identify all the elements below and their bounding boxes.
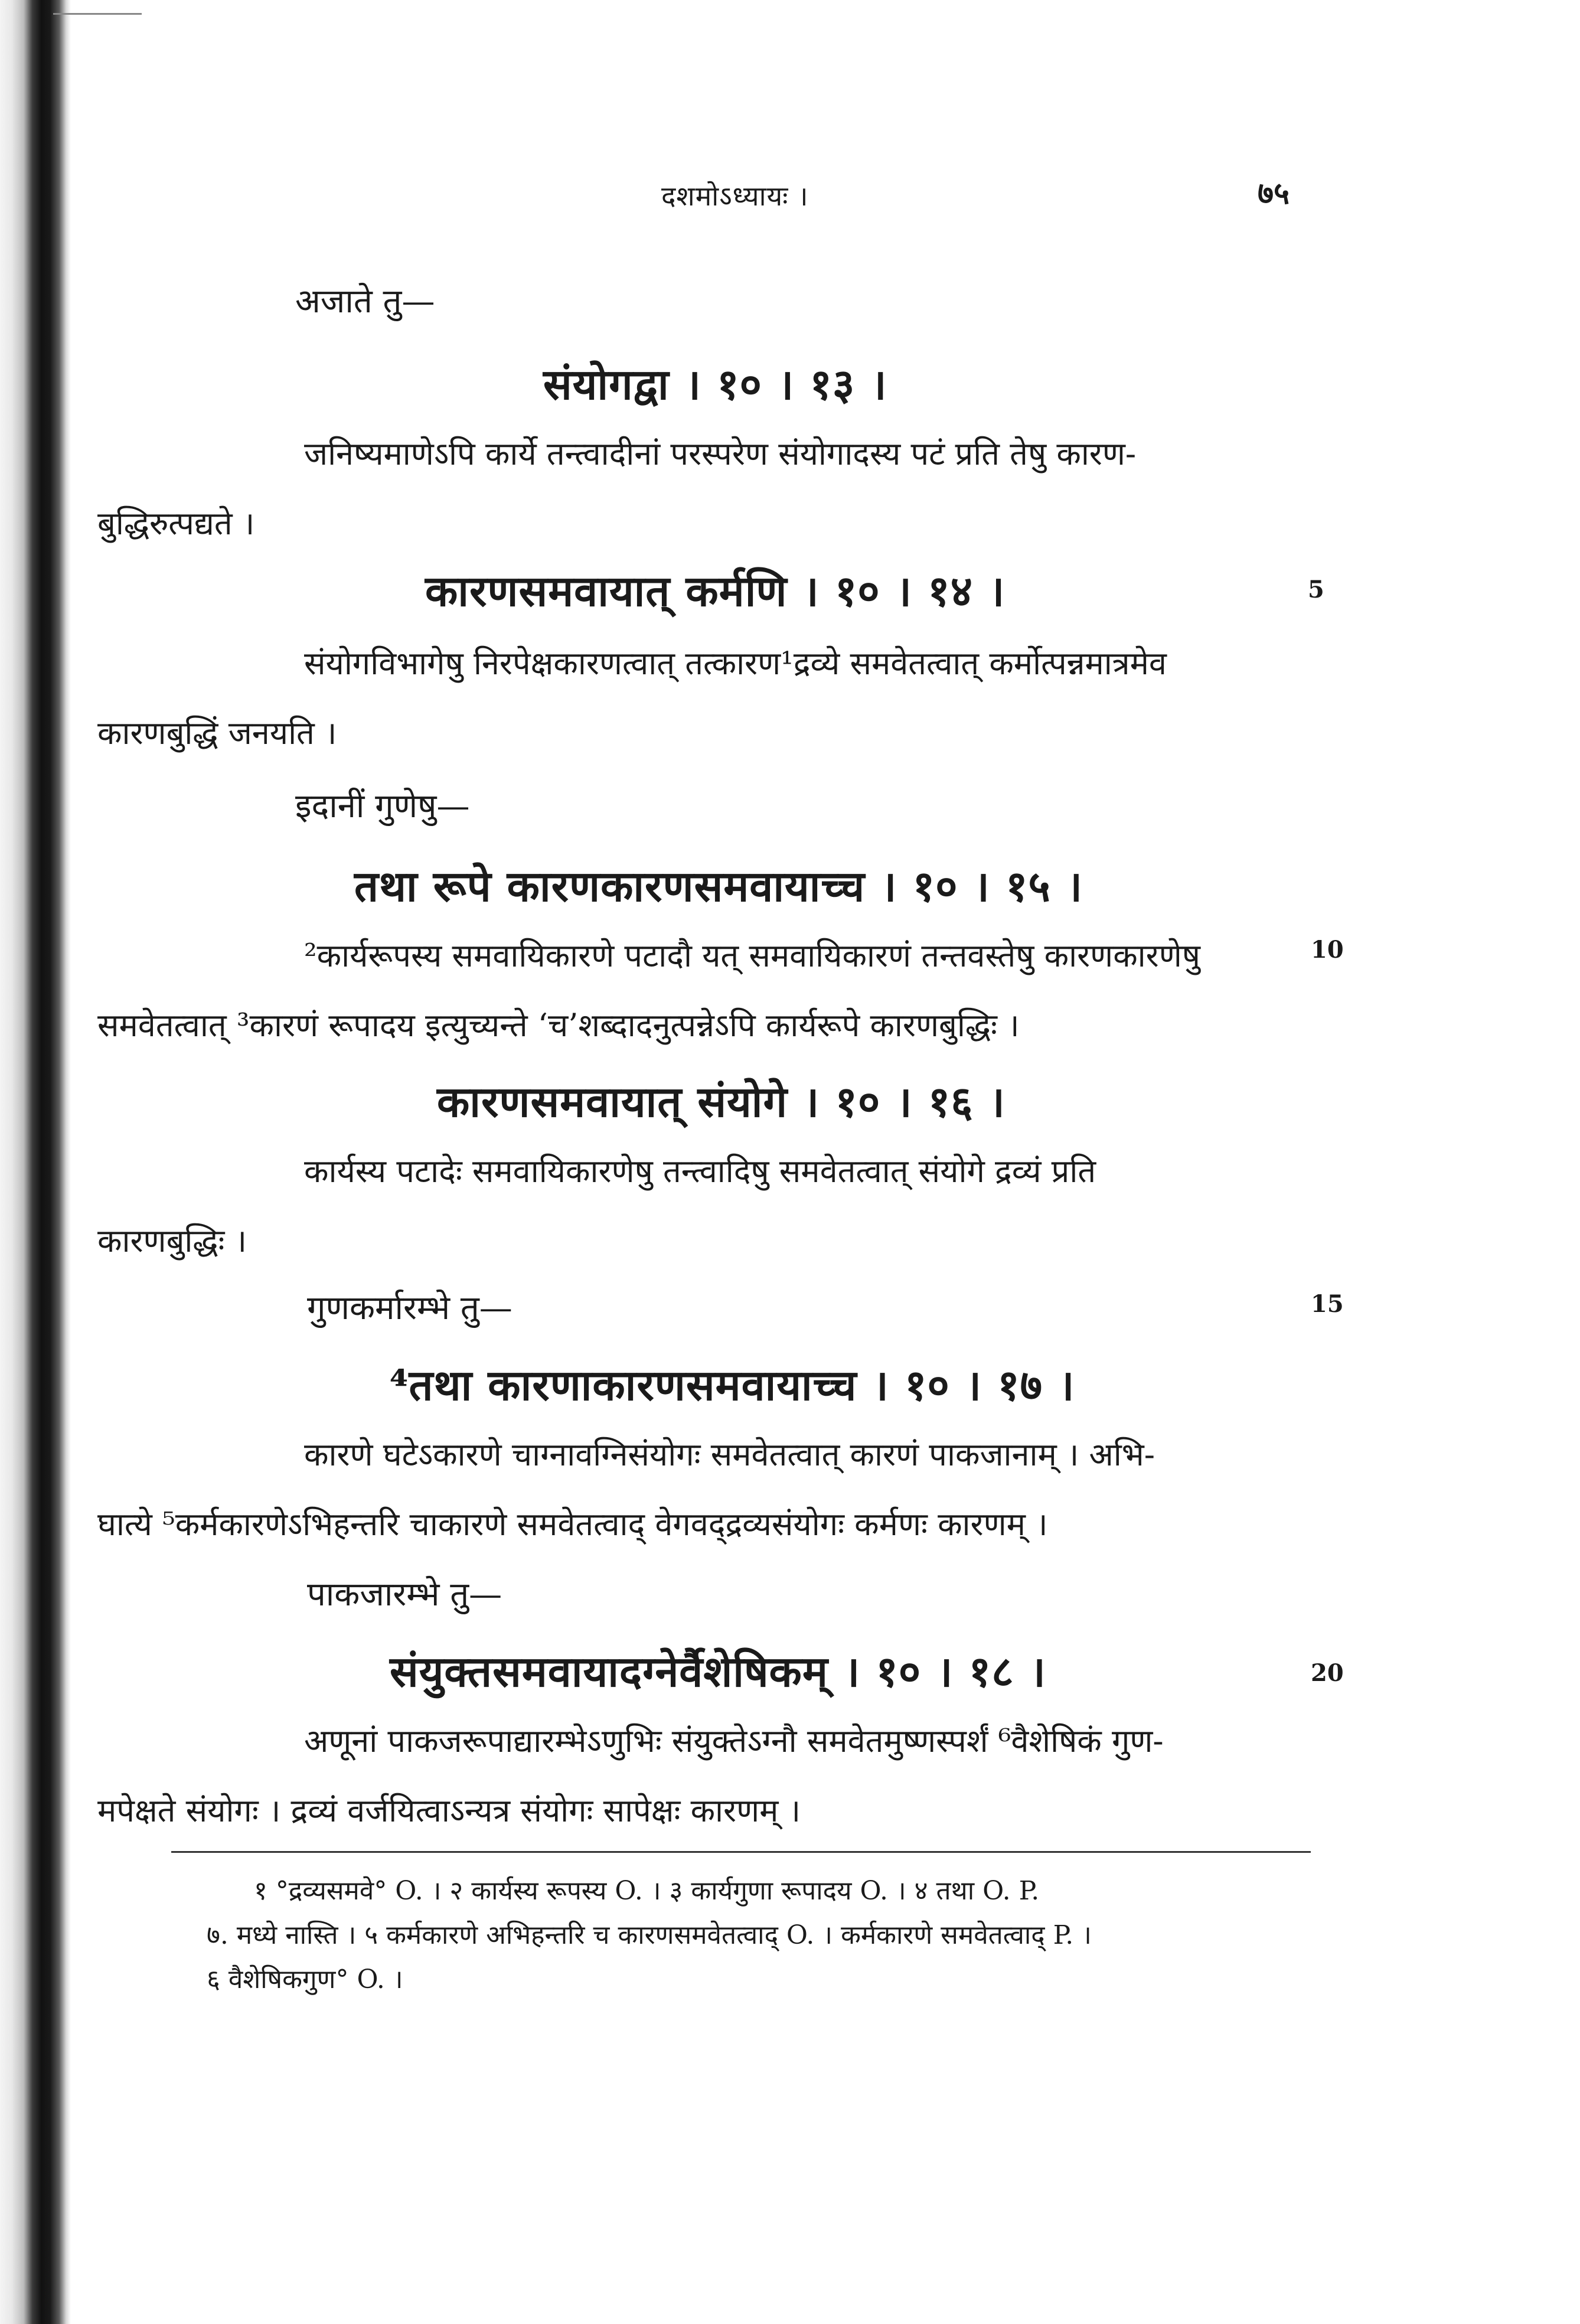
footnote-rule — [171, 1851, 1311, 1853]
commentary-line: अणूनां पाकजरूपाद्यारम्भेऽणुभिः संयुक्तेऽग्नौ समवेतमुष्णस्पर्शं ⁶वैशेषिकं गुण- — [304, 1722, 1164, 1760]
commentary-paragraph — [97, 1706, 1311, 1846]
sutra-heading: तथा रूपे कारणकारणसमवायाच्च । १० । १५ । — [354, 861, 1083, 911]
sutra-heading: संयुक्तसमवायादग्नेर्वैशेषिकम् । १० । १८ । — [390, 1646, 1046, 1696]
commentary-line: कार्यस्य पटादेः समवायिकारणेषु तन्त्वादिषु समवेतत्वात् संयोगे द्रव्यं प्रति — [304, 1153, 1096, 1190]
running-head: दशमोऽध्यायः । — [661, 180, 809, 212]
commentary-line: ²कार्यरूपस्य समवायिकारणे पटादौ यत् समवायिकारणं तन्तवस्तेषु कारणकारणेषु — [304, 937, 1200, 974]
line-number: 5 — [1308, 576, 1324, 603]
footnote-line: ७. मध्ये नास्ति । ५ कर्मकारणे अभिहन्तरि च कारणसमवेतत्वाद् O. । कर्मकारणे समवेतत्वाद् P. । — [207, 1920, 1092, 1950]
commentary-line: जनिष्यमाणेऽपि कार्ये तन्त्वादीनां परस्परेण संयोगादस्य पटं प्रति तेषु कारण- — [304, 435, 1137, 472]
commentary-line: मपेक्षते संयोगः । द्रव्यं वर्जयित्वाऽन्यत्र संयोगः सापेक्षः कारणम् । — [97, 1792, 801, 1829]
page-number: ७५ — [1258, 175, 1290, 211]
commentary-line: कारणबुद्धिं जनयति । — [97, 714, 337, 752]
commentary-line: कारणबुद्धिः । — [97, 1222, 247, 1259]
sutra-heading: कारणसमवायात् संयोगे । १० । १६ । — [437, 1076, 1006, 1127]
intro-line: अजाते तु— — [295, 282, 435, 321]
line-number: 10 — [1311, 936, 1344, 964]
line-number: 15 — [1311, 1290, 1344, 1318]
intro-line: गुणकर्मारम्भे तु— — [307, 1289, 512, 1327]
sutra-heading: संयोगद्वा । १० । १३ । — [543, 359, 887, 409]
commentary-line: कारणे घटेऽकारणे चाग्नावग्निसंयोगः समवेतत्वात् कारणं पाकजानाम् । अभि- — [304, 1436, 1155, 1473]
commentary-line: घात्ये ⁵कर्मकारणेऽभिहन्तरि चाकारणे समवेतत्वाद् वेगवद्द्रव्यसंयोगः कर्मणः कारणम् । — [97, 1506, 1048, 1543]
commentary-paragraph — [97, 921, 1311, 1060]
commentary-paragraph — [97, 629, 1311, 768]
commentary-line: संयोगविभागेषु निरपेक्षकारणत्वात् तत्कारण¹द्रव्ये समवेतत्वात् कर्मोत्पन्नमात्रमेव — [304, 645, 1167, 682]
intro-line: पाकजारम्भे तु— — [307, 1575, 502, 1614]
commentary-paragraph — [97, 1420, 1311, 1559]
line-number: 20 — [1311, 1659, 1344, 1687]
footnote-line: १ °द्रव्यसमवे° O. । २ कार्यस्य रूपस्य O. । ३ कार्यगुणा रूपादय O. । ४ तथा O. P. — [254, 1876, 1040, 1906]
commentary-paragraph — [97, 1137, 1311, 1276]
commentary-line: बुद्धिरुत्पद्यते । — [97, 505, 255, 542]
footnote-line: ६ वैशेषिकगुण° O. । — [207, 1964, 403, 1995]
sutra-heading: कारणसमवायात् कर्मणि । १० । १४ । — [425, 566, 1006, 616]
commentary-line: समवेतत्वात् ³कारणं रूपादय इत्युच्यन्ते ‘च’शब्दादनुत्पन्नेऽपि कार्यरूपे कारणबुद्धिः । — [97, 1007, 1020, 1044]
intro-line: इदानीं गुणेषु— — [295, 787, 470, 825]
sutra-heading: ⁴तथा कारणाकारणसमवायाच्च । १० । १७ । — [390, 1360, 1075, 1410]
commentary-paragraph — [97, 419, 1311, 559]
